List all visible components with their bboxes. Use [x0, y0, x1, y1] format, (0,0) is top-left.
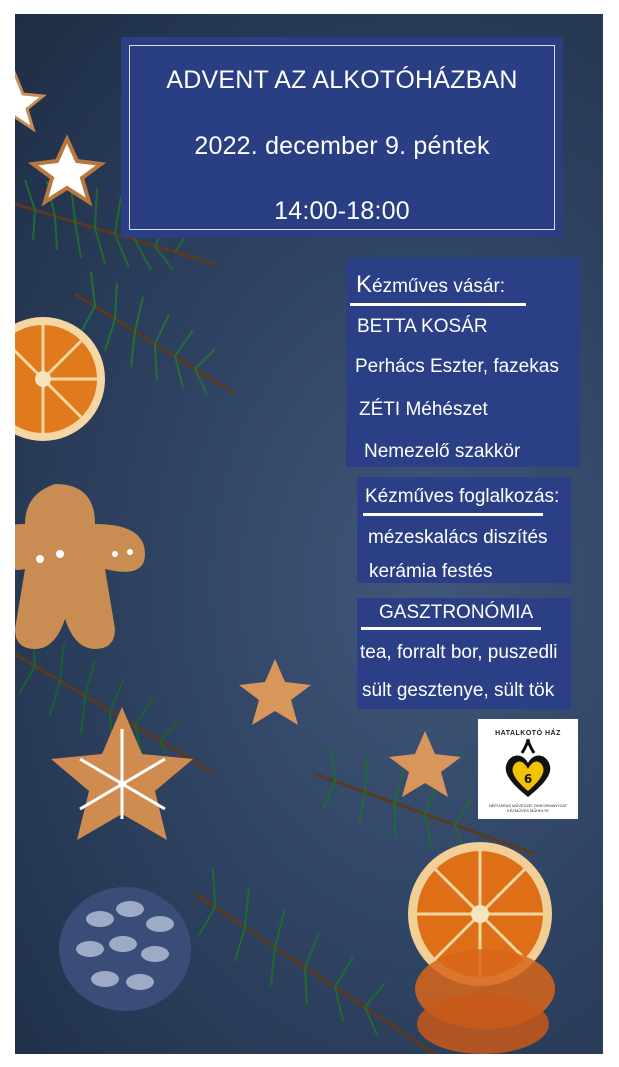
gastro-item: sült gesztenye, sült tök: [362, 680, 555, 701]
market-heading: [356, 271, 505, 299]
market-panel: [346, 258, 580, 467]
logo: [478, 719, 578, 819]
event-time: 14:00-18:00: [274, 197, 410, 225]
gastro-heading: GASZTRONÓMIA: [379, 602, 534, 623]
logo-top-text: HATALKOTÓ HÁZ: [495, 730, 561, 737]
workshop-panel: [357, 477, 571, 583]
market-item: BETTA KOSÁR: [357, 316, 488, 337]
market-heading-underline: [350, 303, 526, 306]
logo-bottom-text: NÉPIJÁRÁS MŰVÉSZEI ÖNKORMÁNYZAT KÉZMŰVES MŰHELYE: [488, 803, 568, 813]
orange-slice-icon: [408, 842, 555, 1054]
market-item: Perhács Eszter, fazekas: [355, 356, 559, 377]
orange-slice-icon: [15, 317, 105, 441]
workshop-heading-underline: [363, 513, 543, 516]
logo-number: 6: [523, 772, 533, 786]
event-date: 2022. december 9. péntek: [194, 132, 490, 160]
poster: [15, 14, 603, 1054]
market-item: Nemezelő szakkör: [364, 441, 521, 462]
event-title: ADVENT AZ ALKOTÓHÁZBAN: [166, 66, 518, 94]
workshop-item: kerámia festés: [369, 561, 493, 582]
workshop-item: mézeskalács diszítés: [368, 527, 548, 548]
gastro-heading-underline: [361, 627, 541, 630]
gingerbread-man-icon: [15, 484, 145, 649]
workshop-heading: Kézműves foglalkozás:: [365, 486, 560, 507]
title-panel: [121, 37, 563, 238]
market-item: ZÉTI Méhészet: [359, 399, 488, 420]
pinecone-icon: [59, 887, 191, 1011]
market-heading-rest: ézműves vásár:: [372, 276, 506, 297]
market-heading-initial: K: [356, 271, 373, 298]
gastro-item: tea, forralt bor, puszedli: [360, 642, 558, 663]
gastro-panel: [357, 598, 571, 709]
